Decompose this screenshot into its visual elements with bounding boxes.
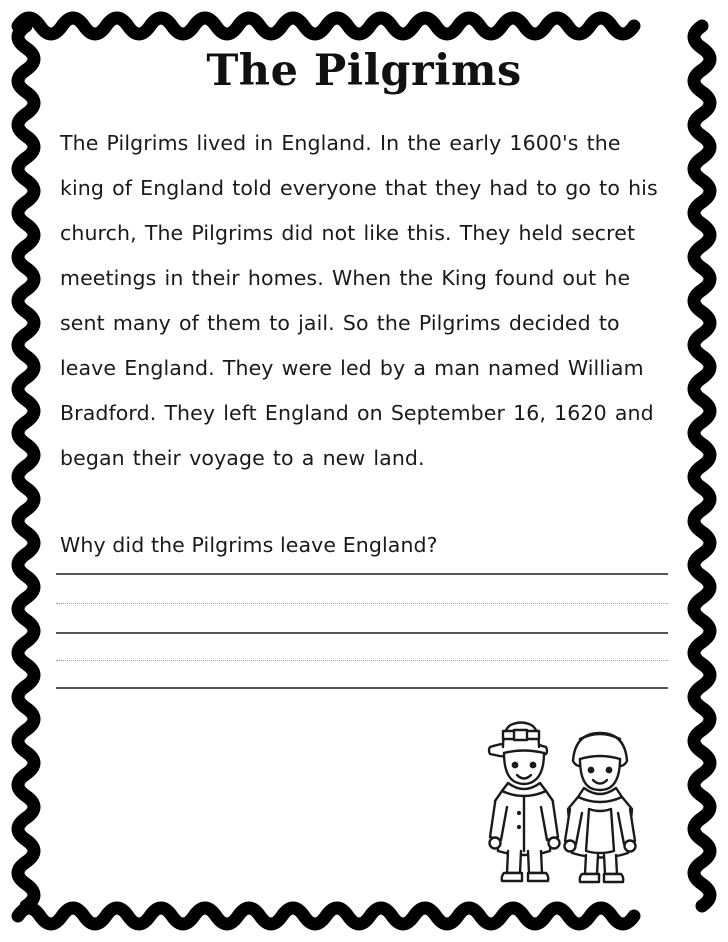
pilgrim-girl	[565, 733, 636, 882]
answer-lines	[56, 573, 668, 689]
illustration-alt-text	[52, 689, 53, 690]
answer-line-5[interactable]	[56, 687, 668, 689]
comprehension-question: Why did the Pilgrims leave England?	[60, 533, 438, 558]
reading-passage: The Pilgrims lived in England. In the early 1600's the king of England told everyone that they had to go to his church, The Pilgrims did not like this. They held secret meetings in their homes. When the King found out he sent many of them to jail. So the Pilgrims decided to leave England. They were led by a man named William Bradford. They left England on September 16, 1620 and began their voyage to a new land.	[60, 131, 658, 471]
pilgrim-boy	[489, 723, 560, 882]
page-title: The Pilgrims	[206, 46, 522, 96]
pilgrim-illustration	[470, 717, 660, 892]
worksheet-content	[52, 34, 676, 906]
